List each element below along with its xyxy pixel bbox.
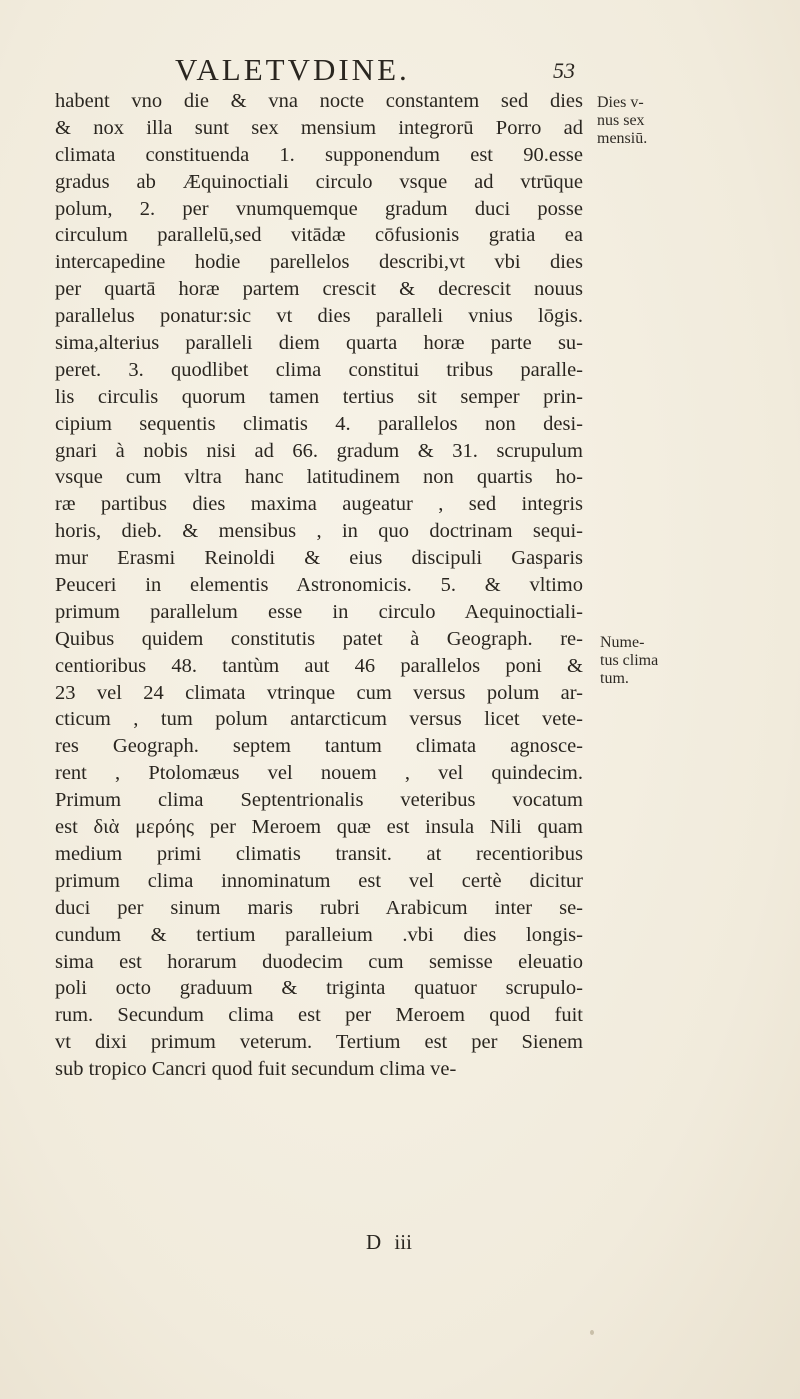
running-head: VALETVDINE.: [175, 52, 410, 87]
text-line: intercapedine hodie parellelos describi,vt vbi dies: [55, 251, 583, 274]
text-line: parallelus ponatur:sic vt dies paralleli vnius lōgis.: [55, 305, 583, 328]
text-line: rent , Ptolomæus vel nouem , vel quindecim.: [55, 762, 583, 785]
text-line: gradus ab Æquinoctiali circulo vsque ad vtrūque: [55, 170, 583, 193]
page-number: 53: [553, 58, 575, 83]
text-line: habent vno die & vna nocte constantem sed dies: [55, 90, 583, 112]
signature-mark: D iii: [366, 1230, 412, 1254]
main-text-block: [55, 88, 583, 1083]
text-line: centioribus 48. tantùm aut 46 parallelos poni &: [55, 654, 583, 677]
text-line: poli octo graduum & triginta quatuor scrupulo-: [55, 977, 583, 1000]
text-line: cipium sequentis climatis 4. parallelos non desi-: [55, 412, 583, 435]
text-line: climata constituenda 1. supponendum est 90.esse: [55, 143, 583, 166]
text-line: cundum & tertium paralleium .vbi dies longis-: [55, 923, 583, 946]
text-line: Peuceri in elementis Astronomicis. 5. & vltimo: [55, 574, 583, 597]
text-line: vt dixi primum veterum. Tertium est per Sienem: [55, 1031, 583, 1054]
page-header: [175, 52, 575, 92]
marginal-note: [597, 94, 647, 148]
marginal-note-line: Dies v-: [597, 94, 644, 111]
text-line: primum clima innominatum est vel certè dicitur: [55, 869, 583, 892]
marginal-note: [600, 634, 658, 688]
text-line: rum. Secundum clima est per Meroem quod fuit: [55, 1004, 583, 1027]
marginal-note-line: nus sex: [597, 112, 645, 129]
text-line: mur Erasmi Reinoldi & eius discipuli Gasparis: [55, 547, 583, 570]
text-line: est διὰ μερόης per Meroem quæ est insula Nili quam: [55, 816, 583, 839]
marginal-note-line: Nume-: [600, 634, 645, 651]
text-line: sub tropico Cancri quod fuit secundum clima ve-: [55, 1058, 457, 1081]
text-line: vsque cum vltra hanc latitudinem non quartis ho-: [55, 466, 583, 489]
text-line: Primum clima Septentrionalis veteribus vocatum: [55, 789, 583, 812]
text-line: sima,alterius paralleli diem quarta horæ parte su-: [55, 332, 583, 355]
text-line: sima est horarum duodecim cum semisse eleuatio: [55, 950, 583, 973]
text-line: cticum , tum polum antarcticum versus licet vete-: [55, 708, 583, 731]
text-line: Quibus quidem constitutis patet à Geograph. re-: [55, 627, 583, 650]
marginal-note-line: tum.: [600, 670, 629, 687]
text-line: circulum parallelū,sed vitādæ cōfusionis gratia ea: [55, 224, 583, 247]
text-line: horis, dieb. & mensibus , in quo doctrinam sequi-: [55, 520, 583, 543]
marginal-note-line: tus clima: [600, 652, 659, 669]
text-line: ræ partibus dies maxima augeatur , sed integris: [55, 493, 583, 516]
text-line: & nox illa sunt sex mensium integrorū Porro ad: [55, 116, 583, 139]
text-line: medium primi climatis transit. at recentioribus: [55, 842, 583, 865]
text-line: res Geograph. septem tantum climata agnosce-: [55, 735, 583, 758]
text-line: gnari à nobis nisi ad 66. gradum & 31. scrupulum: [55, 439, 583, 462]
text-line: lis circulis quorum tamen tertius sit semper prin-: [55, 385, 583, 408]
text-line: duci per sinum maris rubri Arabicum inter se-: [55, 896, 583, 919]
text-line: peret. 3. quodlibet clima constitui tribus paralle-: [55, 358, 583, 381]
marginal-note-line: mensiū.: [597, 130, 648, 147]
ink-spot: [590, 1330, 594, 1335]
text-line: per quartā horæ partem crescit & decrescit nouus: [55, 278, 583, 301]
text-line: polum, 2. per vnumquemque gradum duci posse: [55, 197, 583, 220]
text-line: primum parallelum esse in circulo Aequinoctiali-: [55, 600, 583, 623]
text-line: 23 vel 24 climata vtrinque cum versus polum ar-: [55, 681, 583, 704]
